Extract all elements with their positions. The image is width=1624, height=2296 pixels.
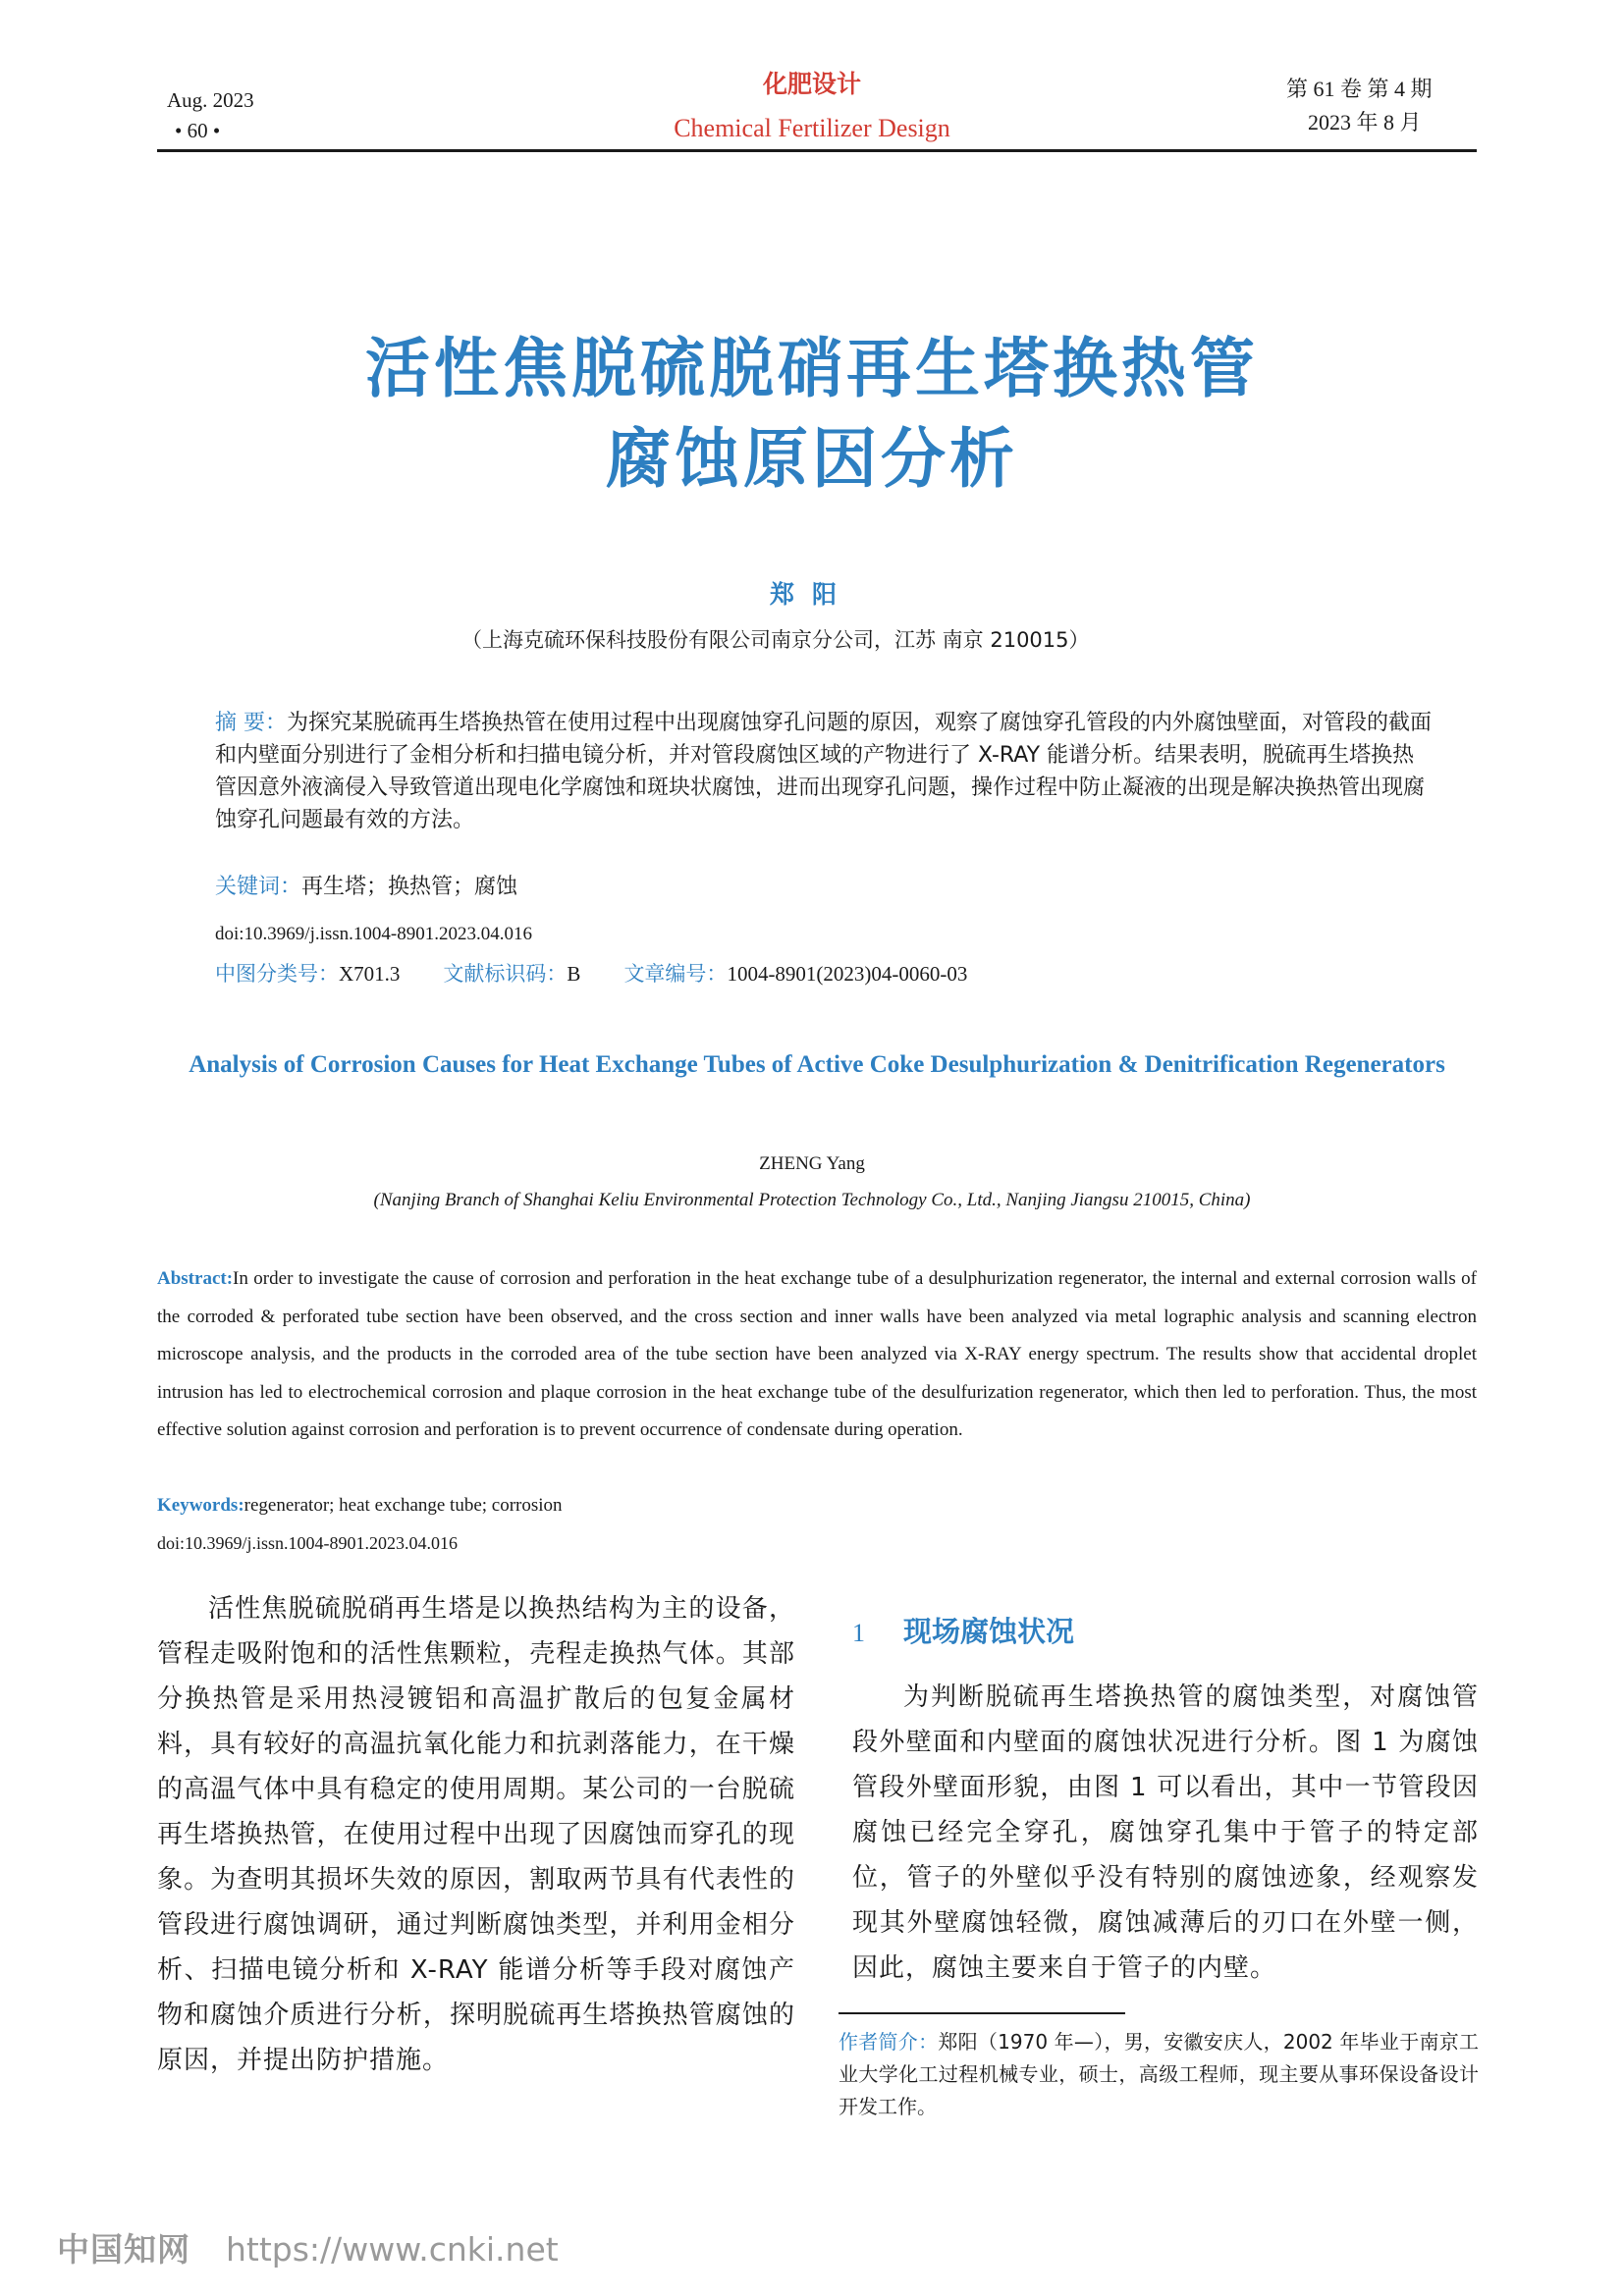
abstract-cn-label: 摘 要：: [215, 711, 287, 735]
header-page-number: • 60 •: [175, 119, 221, 142]
intro-paragraph: 活性焦脱硫脱硝再生塔是以换热结构为主的设备，管程走吸附饱和的活性焦颗粒，壳程走换热气体。其部分换热管是采用热浸镀铝和高温扩散后的包复金属材料，具有较好的高温抗氧化能力和抗剥落能力，在干燥的高温气体中具有稳定的使用周期。某公司的一台脱硫再生塔换热管，在使用过程中出现了因腐蚀而穿孔的现象。为查明其损坏失效的原因，割取两节具有代表性的管段进行腐蚀调研，通过判断腐蚀类型，并利用金相分析、扫描电镜分析和 X-RAY 能谱分析等手段对腐蚀产物和腐蚀介质进行分析，探明脱硫再生塔换热管腐蚀的原因，并提出防护措施。: [157, 1594, 795, 2075]
clc-label: 中图分类号：: [215, 962, 339, 986]
keywords-cn-text: 再生塔；换热管；腐蚀: [301, 875, 518, 899]
keywords-cn-label: 关键词：: [215, 875, 302, 899]
abstract-en-label: Abstract:: [157, 1268, 234, 1289]
article-no-value: 1004-8901(2023)04-0060-03: [727, 962, 968, 986]
header-rule: [157, 149, 1477, 152]
keywords-en: [157, 1487, 1477, 1525]
footnote-text: 郑阳（1970 年—），男，安徽安庆人，2002 年毕业于南京工业大学化工过程机械专业，硕士，高级工程师，现主要从事环保设备设计开发工作。: [839, 2030, 1480, 2118]
article-title-en: Analysis of Corrosion Causes for Heat Exchange Tubes of Active Coke Desulphurization & Denitrification Regenerators: [189, 1051, 1445, 1078]
section-1-number: 1: [852, 1619, 865, 1647]
clc-value: X701.3: [339, 962, 401, 986]
journal-name-cn: 化肥设计: [762, 70, 861, 98]
footnote-label: 作者简介：: [839, 2030, 939, 2054]
section-1-title: 现场腐蚀状况: [903, 1615, 1075, 1648]
article-title-cn: 活性焦脱硫脱硝再生塔换热管 腐蚀原因分析: [365, 331, 1259, 497]
journal-name-en: Chemical Fertilizer Design: [674, 114, 950, 142]
keywords-cn: [215, 872, 1433, 903]
abstract-cn-text: 为探究某脱硫再生塔换热管在使用过程中出现腐蚀穿孔问题的原因，观察了腐蚀穿孔管段的内外腐蚀壁面，对管段的截面和内壁面分别进行了金相分析和扫描电镜分析，并对管段腐蚀区域的产物进行了 X-RAY 能谱分析。结果表明，脱硫再生塔换热管因意外液滴侵入导致管道出现电化学腐蚀和斑块状腐蚀，进而出现穿孔问题，操作过程中防止凝液的出现是解决换热管出现腐蚀穿孔问题最有效的方法。: [215, 711, 1433, 832]
author-cn: 郑阳: [769, 580, 854, 609]
article-no-label: 文章编号：: [623, 962, 728, 986]
doi-cn: doi:10.3969/j.issn.1004-8901.2023.04.016: [215, 924, 533, 944]
keywords-en-label: Keywords:: [157, 1495, 244, 1516]
footnote-rule: [839, 2012, 1125, 2014]
affiliation-en: (Nanjing Branch of Shanghai Keliu Environmental Protection Technology Co., Ltd., Nanjing Jiangsu 210015, China): [373, 1190, 1251, 1210]
section-1-heading: [852, 1610, 1074, 1650]
abstract-en: [157, 1260, 1477, 1450]
doc-code-label: 文献标识码：: [443, 962, 568, 986]
abstract-cn: [215, 707, 1433, 836]
body-left-column: [157, 1586, 795, 2083]
classification-line: [215, 958, 1433, 989]
keywords-en-text: regenerator; heat exchange tube; corrosion: [244, 1495, 563, 1516]
cnki-logo-text: 中国知网: [57, 2230, 190, 2269]
doi-en: doi:10.3969/j.issn.1004-8901.2023.04.016: [157, 1533, 459, 1553]
doc-code-value: B: [567, 962, 581, 986]
section-1-paragraph: 为判断脱硫再生塔换热管的腐蚀类型，对腐蚀管段外壁面和内壁面的腐蚀状况进行分析。图 1 为腐蚀管段外壁面形貌，由图 1 可以看出，其中一节管段因腐蚀已经完全穿孔，腐蚀穿孔集中于管子的特定部位，管子的外壁似乎没有特别的腐蚀迹象，经观察发现其外壁腐蚀轻微，腐蚀减薄后的刃口在外壁一侧，因此，腐蚀主要来自于管子的内壁。: [852, 1682, 1479, 1983]
body-right-column: [852, 1675, 1479, 1991]
cnki-watermark: [57, 2224, 559, 2270]
author-en: ZHENG Yang: [759, 1153, 865, 1174]
affiliation-cn: （上海克硫环保科技股份有限公司南京分公司，江苏 南京 210015）: [461, 628, 1090, 652]
header-year-month: 2023 年 8 月: [1308, 110, 1422, 134]
author-footnote: [839, 2026, 1479, 2123]
abstract-en-text: In order to investigate the cause of corrosion and perforation in the heat exchange tube of a desulphurization regenerator, the internal and external corrosion walls of the corroded & perforated tube section have been observed, and the cross section and inner walls have been analyzed via metal lographic analysis and scanning electron microscope analysis, and the products in the corroded area of the tube section have been analyzed via X-RAY energy spectrum. The results show that accidental droplet intrusion has led to electrochemical corrosion and plaque corrosion in the heat exchange tube of the desulfurization regenerator, which then led to perforation. Thus, the most effective solution against corrosion and perforation is to prevent occurrence of condensate during operation.: [157, 1268, 1477, 1440]
header-date: Aug. 2023: [167, 88, 254, 112]
cnki-url[interactable]: https://www.cnki.net: [226, 2230, 559, 2269]
header-volume-issue: 第 61 卷 第 4 期: [1286, 77, 1433, 101]
